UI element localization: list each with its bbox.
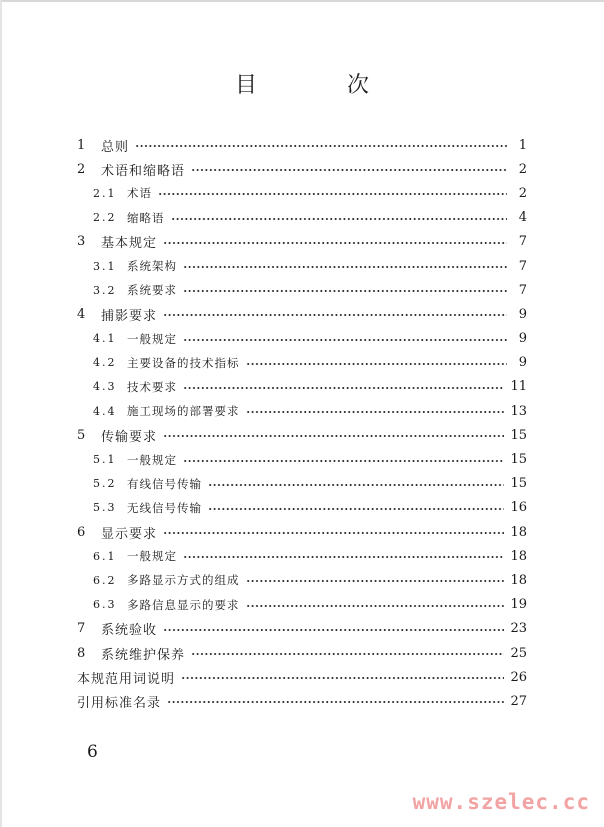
toc-entry[interactable]: [77, 593, 527, 617]
toc-leader-dots: [171, 218, 508, 220]
toc-entry[interactable]: [77, 327, 527, 351]
toc-leader-dots: [246, 363, 508, 365]
page-top-edge: [0, 0, 604, 2]
toc-entry-page: 19: [510, 597, 527, 613]
toc-entry[interactable]: [77, 230, 527, 254]
toc-entry-label: 系统架构: [127, 259, 177, 274]
toc-entry-label: 技术要求: [127, 379, 177, 394]
toc-entry-page: 27: [510, 693, 527, 709]
toc-leader-dots: [183, 556, 504, 558]
toc-entry-number: 3.1: [93, 259, 117, 273]
toc-entry[interactable]: [77, 472, 527, 496]
toc-entry-page: 9: [518, 355, 527, 371]
toc-entry-label: 基本规定: [101, 236, 158, 252]
toc-leader-dots: [246, 411, 505, 413]
toc-entry-label: 有线信号传输: [127, 476, 202, 491]
toc-entry-label: 多路显示方式的组成: [127, 573, 240, 588]
toc-entry-label: 无线信号传输: [127, 500, 202, 515]
toc-entry-page: 9: [518, 331, 527, 347]
toc-entry-number: 6: [77, 524, 87, 540]
toc-entry-number: 4: [77, 306, 87, 322]
toc-leader-dots: [183, 339, 507, 341]
toc-entry-label: 术语和缩略语: [101, 163, 186, 179]
toc-entry[interactable]: [77, 302, 527, 326]
toc-entry-number: 8: [77, 645, 87, 661]
toc-entry-number: 6.1: [93, 549, 117, 563]
toc-entry-page: 25: [510, 645, 527, 661]
toc-entry-label: 施工现场的部署要求: [127, 404, 240, 419]
toc-entry[interactable]: [77, 617, 527, 641]
toc-entry-label: 本规范用词说明: [77, 671, 176, 687]
toc-entry-label: 总则: [101, 139, 130, 155]
toc-entry-page: 26: [510, 669, 527, 685]
toc-entry-page: 18: [510, 572, 527, 588]
toc-entry-page: 15: [510, 476, 527, 492]
toc-entry-label: 系统要求: [127, 283, 177, 298]
toc-leader-dots: [183, 290, 507, 292]
toc-entry-page: 7: [518, 258, 527, 274]
toc-entry-number: 1: [77, 137, 87, 153]
toc-entry-number: 4.4: [93, 404, 117, 418]
toc-entry-number: 2: [77, 161, 87, 177]
table-of-contents: [77, 133, 527, 714]
toc-entry-number: 3.2: [93, 283, 117, 297]
watermark: www.szelec.cc: [412, 790, 590, 814]
toc-entry[interactable]: [77, 689, 527, 713]
toc-entry-page: 13: [510, 403, 527, 419]
toc-entry[interactable]: [77, 520, 527, 544]
toc-leader-dots: [246, 605, 505, 607]
page-number: 6: [87, 742, 98, 762]
toc-entry-page: 7: [518, 282, 527, 298]
toc-leader-dots: [183, 387, 504, 389]
toc-entry-page: 2: [518, 185, 527, 201]
toc-entry-number: 5.1: [93, 453, 117, 467]
toc-entry-label: 传输要求: [101, 429, 158, 445]
toc-entry[interactable]: [77, 181, 527, 205]
toc-entry[interactable]: [77, 133, 527, 157]
toc-leader-dots: [163, 629, 504, 631]
toc-entry-label: 一般规定: [127, 331, 177, 346]
toc-entry[interactable]: [77, 399, 527, 423]
toc-entry-number: 3: [77, 234, 87, 250]
toc-leader-dots: [246, 580, 505, 582]
toc-entry-page: 18: [510, 548, 527, 564]
toc-entry-page: 11: [510, 379, 527, 395]
toc-entry-page: 15: [510, 427, 527, 443]
toc-entry-number: 4.3: [93, 380, 117, 394]
toc-entry-number: 5.2: [93, 477, 117, 491]
toc-entry-label: 缩略语: [127, 210, 165, 225]
toc-entry-number: 5: [77, 427, 87, 443]
toc-leader-dots: [183, 460, 504, 462]
toc-entry-number: 6.2: [93, 573, 117, 587]
toc-entry-number: 2.1: [93, 186, 117, 200]
toc-leader-dots: [163, 532, 504, 534]
toc-entry-page: 16: [510, 500, 527, 516]
toc-entry-label: 多路信息显示的要求: [127, 597, 240, 612]
toc-entry[interactable]: [77, 496, 527, 520]
toc-leader-dots: [158, 193, 507, 195]
toc-leader-dots: [181, 677, 504, 679]
toc-entry-number: 6.3: [93, 598, 117, 612]
toc-entry-label: 术语: [127, 186, 152, 201]
toc-entry-label: 主要设备的技术指标: [127, 355, 240, 370]
toc-entry[interactable]: [77, 375, 527, 399]
toc-leader-dots: [163, 435, 504, 437]
toc-entry[interactable]: [77, 206, 527, 230]
toc-entry[interactable]: [77, 254, 527, 278]
toc-entry-page: 9: [518, 306, 527, 322]
toc-entry-page: 15: [510, 452, 527, 468]
toc-entry[interactable]: [77, 423, 527, 447]
toc-entry-page: 2: [518, 161, 527, 177]
toc-entry-number: 2.2: [93, 211, 117, 225]
toc-entry[interactable]: [77, 351, 527, 375]
toc-entry-page: 7: [518, 234, 527, 250]
toc-leader-dots: [135, 145, 507, 147]
toc-leader-dots: [191, 169, 507, 171]
toc-entry[interactable]: [77, 568, 527, 592]
toc-entry[interactable]: [77, 665, 527, 689]
toc-leader-dots: [183, 266, 507, 268]
toc-entry-page: 23: [510, 621, 527, 637]
toc-entry-label: 系统维护保养: [101, 647, 186, 663]
toc-entry-number: 5.3: [93, 501, 117, 515]
toc-leader-dots: [167, 701, 504, 703]
toc-entry[interactable]: [77, 278, 527, 302]
toc-entry-number: 4.1: [93, 332, 117, 346]
toc-leader-dots: [163, 242, 507, 244]
toc-entry-number: 4.2: [93, 356, 117, 370]
toc-entry-label: 一般规定: [127, 549, 177, 564]
toc-leader-dots: [191, 653, 504, 655]
toc-entry-number: 7: [77, 621, 87, 637]
toc-entry-page: 18: [510, 524, 527, 540]
toc-entry[interactable]: [77, 157, 527, 181]
toc-leader-dots: [163, 314, 507, 316]
page-title: 目 次: [234, 73, 403, 98]
toc-entry[interactable]: [77, 641, 527, 665]
toc-entry-label: 一般规定: [127, 452, 177, 467]
toc-entry-label: 显示要求: [101, 526, 158, 542]
toc-entry-label: 引用标准名录: [77, 695, 162, 711]
toc-entry-label: 捕影要求: [101, 308, 158, 324]
toc-entry-label: 系统验收: [101, 623, 158, 639]
toc-leader-dots: [208, 508, 504, 510]
page-left-edge: [0, 0, 2, 827]
toc-entry-page: 4: [518, 210, 527, 226]
toc-leader-dots: [208, 484, 504, 486]
toc-entry-page: 1: [518, 137, 527, 153]
toc-entry[interactable]: [77, 447, 527, 471]
toc-entry[interactable]: [77, 544, 527, 568]
